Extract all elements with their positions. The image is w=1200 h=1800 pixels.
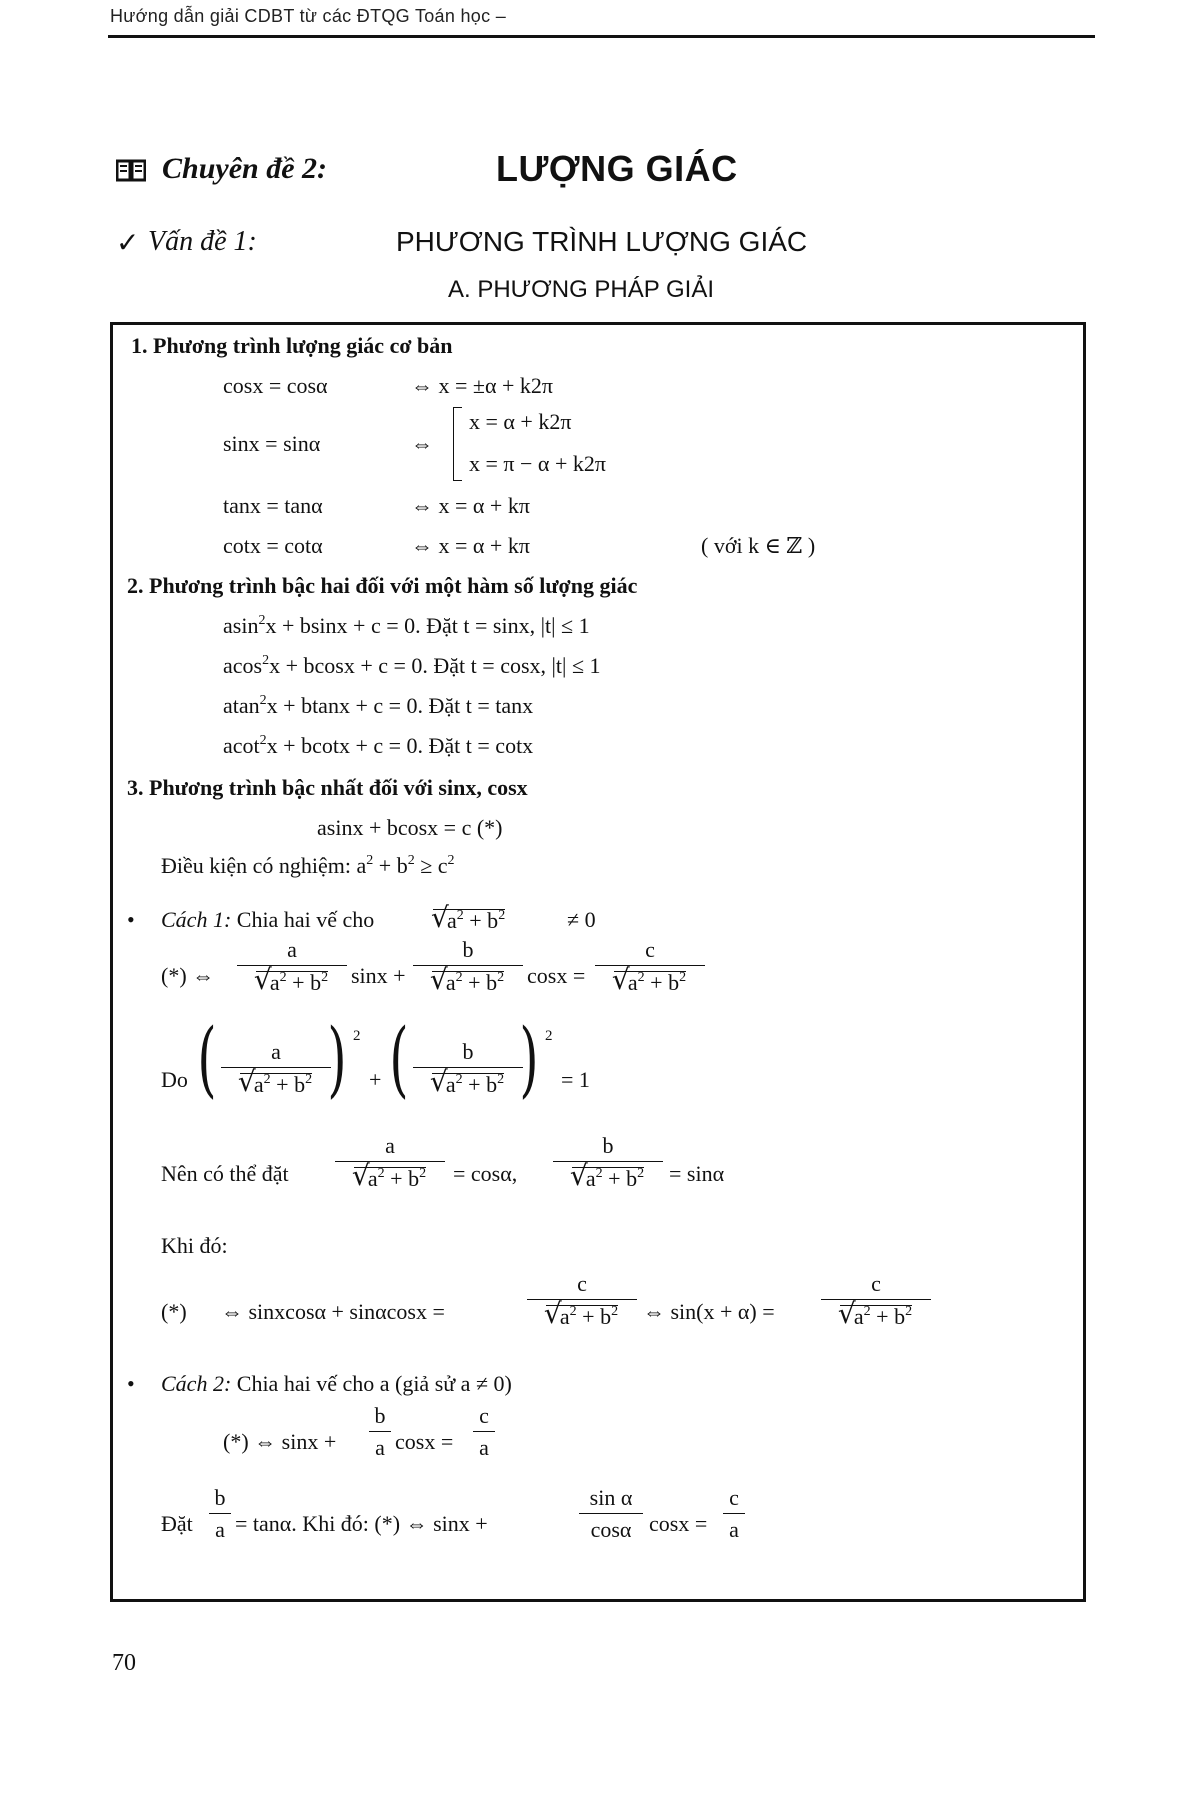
fraction-c-over-norm: c √ $a^2 + b^2$ bbox=[821, 1273, 931, 1328]
header-rule bbox=[108, 35, 1095, 38]
running-header: Hướng dẫn giải CDBT từ các ĐTQG Toán học – bbox=[110, 6, 507, 26]
do-label: Do bbox=[161, 1067, 188, 1092]
fraction-a-over-norm: a √ $a^2 + b^2$ bbox=[237, 939, 347, 994]
equals-one: = 1 bbox=[561, 1067, 590, 1092]
issue-label: Vấn đề 1: bbox=[148, 226, 257, 257]
fraction-b-squared: b √ $a^2 + b^2$ bbox=[413, 1041, 523, 1096]
method-box bbox=[110, 322, 1086, 1602]
fraction-a-squared: a √ $a^2 + b^2$ bbox=[221, 1041, 331, 1096]
bullet: • bbox=[127, 907, 135, 932]
tan-equation: tanx = tanα bbox=[223, 493, 323, 518]
fraction-b-over-norm: b √ $a^2 + b^2$ bbox=[553, 1135, 663, 1190]
equals-sin-alpha: = sinα bbox=[669, 1161, 725, 1186]
cot-equation: cotx = cotα bbox=[223, 533, 323, 558]
page-number: 70 bbox=[112, 1650, 136, 1676]
cot-solution: ⇔ x = α + kπ bbox=[411, 533, 530, 558]
quadratic-sin: asin$^2$x + bsinx + c = 0. Đặt t = sinx, |t| ≤ 1 bbox=[223, 613, 590, 638]
sinx-plus: sinx + bbox=[351, 963, 406, 988]
cos-solution: ⇔ x = ±α + k2π bbox=[411, 373, 554, 398]
method-1-line: Cách 1: Chia hai vế cho bbox=[161, 907, 375, 932]
section-2-heading: 2. Phương trình bậc hai đối với một hàm số lượng giác bbox=[127, 573, 638, 598]
not-zero: ≠ 0 bbox=[567, 907, 596, 932]
sqrt-divisor: √ $a^2 + b^2$ bbox=[433, 909, 505, 932]
fraction-a-over-norm: a √ $a^2 + b^2$ bbox=[335, 1135, 445, 1190]
section-1-heading: 1. Phương trình lượng giác cơ bản bbox=[131, 333, 453, 358]
fraction-c-over-norm: c √ $a^2 + b^2$ bbox=[527, 1273, 637, 1328]
right-paren: ) bbox=[519, 1012, 539, 1107]
bullet: • bbox=[127, 1371, 135, 1396]
fraction-b-over-a: b a bbox=[209, 1487, 231, 1541]
section-3-heading: 3. Phương trình bậc nhất đối với sinx, cosx bbox=[127, 775, 528, 800]
fraction-c-over-norm: c √ $a^2 + b^2$ bbox=[595, 939, 705, 994]
issue-heading bbox=[116, 222, 1016, 262]
case-bracket bbox=[453, 407, 462, 481]
left-paren: ( bbox=[389, 1012, 409, 1107]
cos-equation: cosx = cosα bbox=[223, 373, 328, 398]
right-paren: ) bbox=[327, 1012, 347, 1107]
sin-solution-1: x = α + k2π bbox=[469, 409, 572, 434]
sin-iff: ⇔ bbox=[411, 431, 433, 456]
fraction-b-over-norm: b √ $a^2 + b^2$ bbox=[413, 939, 523, 994]
cosx-equals: cosx = bbox=[395, 1429, 454, 1454]
khi-do-label: Khi đó: bbox=[161, 1233, 228, 1258]
star-label: (*) bbox=[161, 1299, 187, 1324]
sin-equation: sinx = sinα bbox=[223, 431, 321, 456]
plus-sign: + bbox=[369, 1067, 382, 1092]
linear-equation: asinx + bcosx = c (*) bbox=[317, 815, 503, 840]
equals-cos-alpha: = cosα, bbox=[453, 1161, 518, 1186]
tan-solution: ⇔ x = α + kπ bbox=[411, 493, 530, 518]
method-2-line: Cách 2: Chia hai vế cho a (giả sử a ≠ 0) bbox=[161, 1371, 512, 1396]
square-exponent: 2 bbox=[545, 1028, 553, 1044]
quadratic-cos: acos$^2$x + bcosx + c = 0. Đặt t = cosx, |t| ≤ 1 bbox=[223, 653, 601, 678]
cosx-equals: cosx = bbox=[649, 1511, 708, 1536]
substitution-intro: Nên có thể đặt bbox=[161, 1161, 289, 1186]
star-iff-sinx: (*) ⇔ sinx + bbox=[223, 1429, 337, 1454]
fraction-b-over-a: b a bbox=[369, 1405, 391, 1459]
solvability-condition: Điều kiện có nghiệm: $a^2 + b^2 \ge c^2$ bbox=[161, 853, 455, 878]
star-iff: (*) ⇔ bbox=[161, 963, 215, 988]
chapter-title: LƯỢNG GIÁC bbox=[496, 148, 738, 189]
quadratic-tan: atan$^2$x + btanx + c = 0. Đặt t = tanx bbox=[223, 693, 534, 718]
fraction-sin-over-cos: sin α cosα bbox=[579, 1487, 643, 1541]
square-exponent: 2 bbox=[353, 1028, 361, 1044]
fraction-c-over-a: c a bbox=[723, 1487, 745, 1541]
chapter-heading bbox=[116, 148, 1016, 198]
dat-label: Đặt bbox=[161, 1511, 193, 1536]
issue-title: PHƯƠNG TRÌNH LƯỢNG GIÁC bbox=[396, 226, 808, 257]
expansion: ⇔ sinxcosα + sinαcosx = bbox=[221, 1299, 445, 1324]
section-title: A. PHƯƠNG PHÁP GIẢI bbox=[448, 276, 715, 303]
open-book-icon bbox=[116, 158, 146, 182]
quadratic-cot: acot$^2$x + bcotx + c = 0. Đặt t = cotx bbox=[223, 733, 534, 758]
tan-substitution: = tanα. Khi đó: (*) ⇔ sinx + bbox=[235, 1511, 488, 1536]
cosx-equals: cosx = bbox=[527, 963, 586, 988]
fraction-c-over-a: c a bbox=[473, 1405, 495, 1459]
left-paren: ( bbox=[197, 1012, 217, 1107]
sin-solution-2: x = π − α + k2π bbox=[469, 451, 606, 476]
chapter-label: Chuyên đề 2: bbox=[162, 152, 327, 185]
integer-note: ( với k ∈ ℤ ) bbox=[701, 533, 816, 558]
check-icon: ✓ bbox=[116, 226, 140, 259]
sine-sum: ⇔ sin(x + α) = bbox=[643, 1299, 775, 1324]
